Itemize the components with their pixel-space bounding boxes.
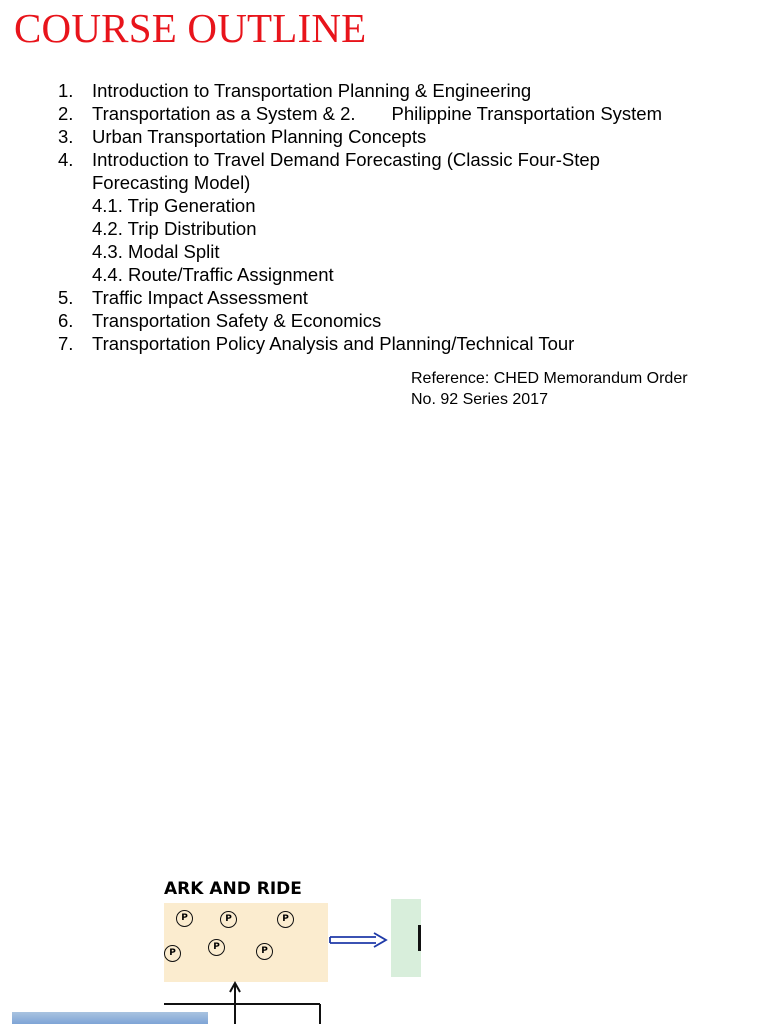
reference-line: No. 92 Series 2017 <box>411 391 548 408</box>
item-number: 2. <box>58 103 74 124</box>
item-number: 4. <box>58 149 74 170</box>
item-text: 4.1. Trip Generation <box>92 195 256 216</box>
item-text: Traffic Impact Assessment <box>92 287 308 308</box>
item-number: 6. <box>58 310 74 331</box>
photo-thumbnail <box>12 1012 208 1024</box>
reference-note <box>411 368 688 410</box>
item-text: Transportation Safety & Economics <box>92 310 382 331</box>
parking-icon: P <box>176 910 193 927</box>
list-item-continuation <box>0 171 768 194</box>
sub-list-item <box>0 194 768 217</box>
parking-icon: P <box>220 911 237 928</box>
list-item <box>0 79 768 102</box>
item-text: 4.2. Trip Distribution <box>92 218 257 239</box>
parking-icon: P <box>208 939 225 956</box>
item-text: Transportation as a System & 2. Philippine Transportation System <box>92 103 662 124</box>
item-number: 1. <box>58 80 74 101</box>
item-number: 3. <box>58 126 74 147</box>
parking-icon: P <box>164 945 181 962</box>
list-item <box>0 125 768 148</box>
item-text: Introduction to Travel Demand Forecasting (Classic Four-Step <box>92 149 600 170</box>
list-item <box>0 286 768 309</box>
list-item <box>0 309 768 332</box>
list-item <box>0 148 768 171</box>
parking-icon: P <box>277 911 294 928</box>
sub-list-item <box>0 217 768 240</box>
item-text: Forecasting Model) <box>92 172 251 193</box>
park-and-ride-title: ARK AND RIDE <box>164 879 302 899</box>
item-text: Introduction to Transportation Planning & Engineering <box>92 80 532 101</box>
item-number: 7. <box>58 333 74 354</box>
connector-lines <box>0 870 768 1024</box>
item-text: Urban Transportation Planning Concepts <box>92 126 427 147</box>
reference-line: Reference: CHED Memorandum Order <box>411 370 688 387</box>
parking-icon: P <box>256 943 273 960</box>
course-outline-list <box>0 79 768 355</box>
item-text: 4.4. Route/Traffic Assignment <box>92 264 334 285</box>
page-title: COURSE OUTLINE <box>14 5 367 51</box>
sub-list-item <box>0 263 768 286</box>
sub-list-item <box>0 240 768 263</box>
park-and-ride-slide-preview <box>0 870 768 1024</box>
list-item <box>0 332 768 355</box>
list-item <box>0 102 768 125</box>
item-text: 4.3. Modal Split <box>92 241 220 262</box>
item-number: 5. <box>58 287 74 308</box>
item-text: Transportation Policy Analysis and Planning/Technical Tour <box>92 333 575 354</box>
